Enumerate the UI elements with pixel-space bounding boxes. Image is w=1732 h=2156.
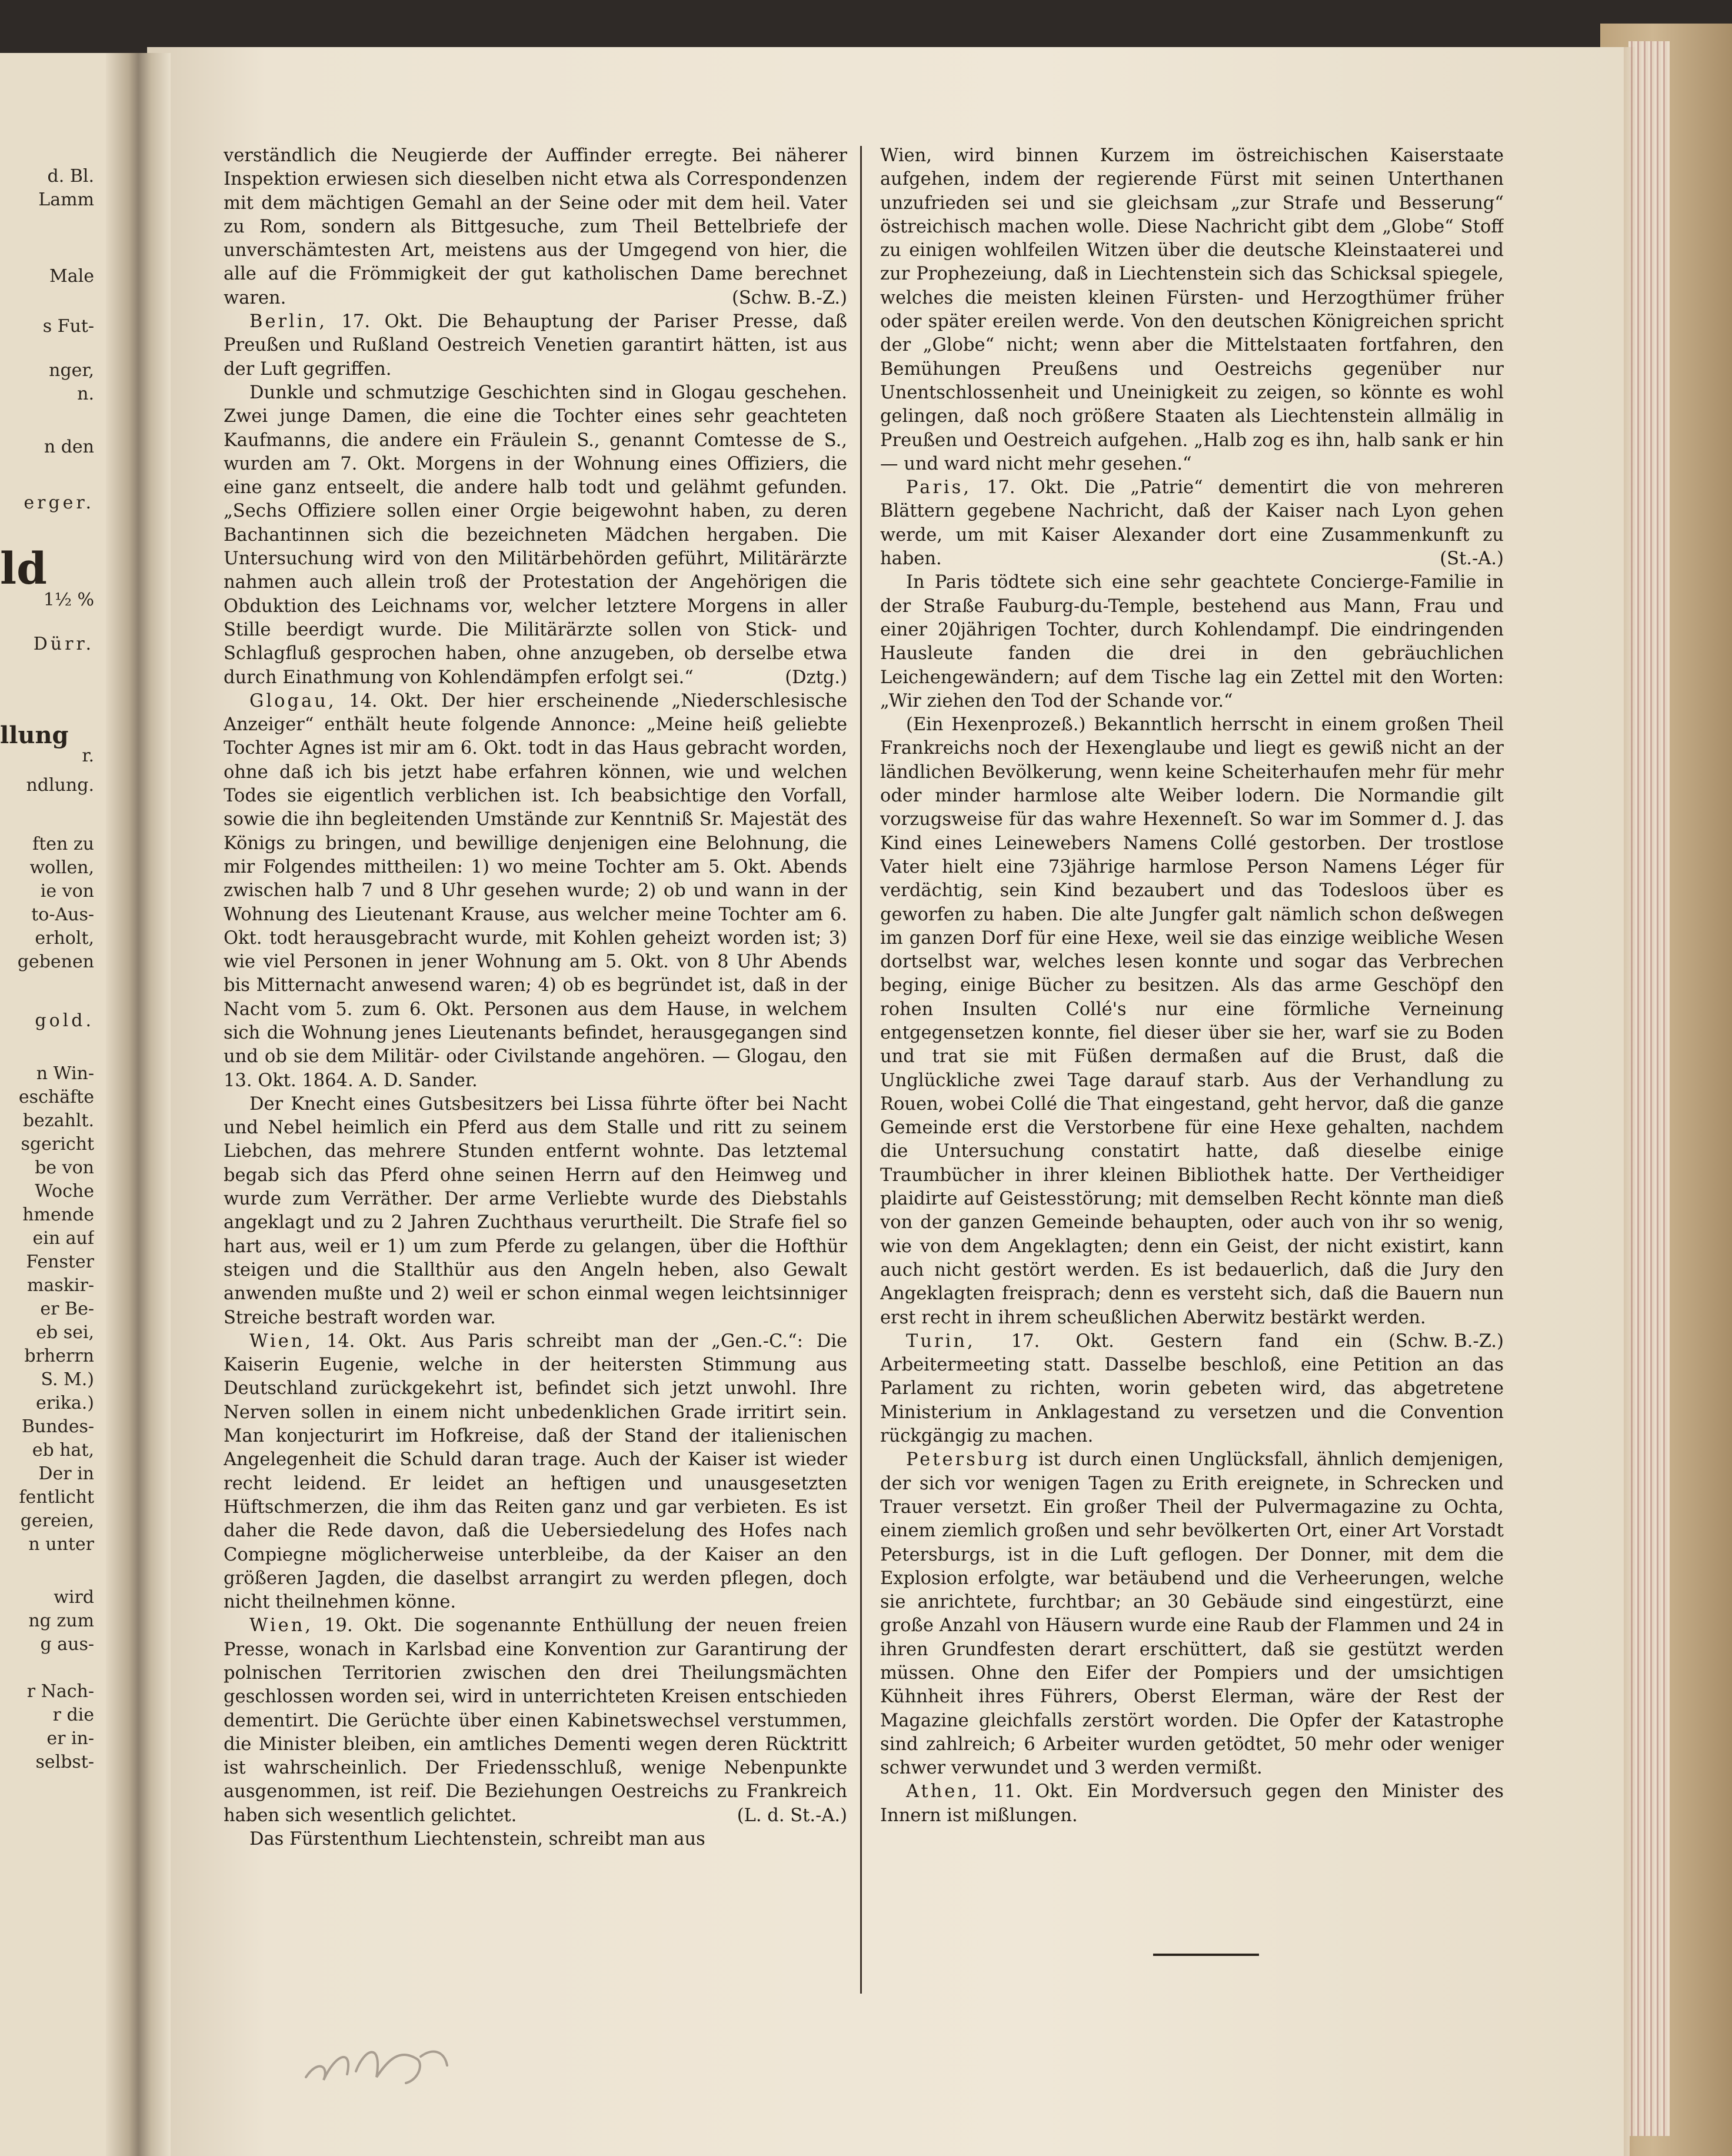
left-page-fragment: er in- [46,1728,94,1749]
left-page-fragment: Der in [38,1463,94,1484]
dateline-location: Wien, [249,1330,313,1352]
left-page-fragment: Bundes- [21,1416,94,1437]
article-source: (L. d. St.-A.) [737,1805,847,1826]
left-page-fragment: wollen, [29,857,94,878]
dateline-location: Turin, [906,1330,975,1352]
pencil-annotation [300,2024,453,2095]
left-page-fragment: ld [0,544,47,594]
left-page-fragment: erger. [24,493,94,513]
left-page-fragment: ften zu [32,834,94,854]
article-text: 17. Okt. Die Behauptung der Pariser Presse, daß Preußen und Rußland Oestreich Venetien garantirt hätten, ist aus der Luft gegriffen. [224,311,847,380]
article-text: Der Knecht eines Gutsbesitzers bei Lissa führte öfter bei Nacht und Nebel heimlich ein Pferd aus dem Stalle und ritt zu seinem Liebchen, das mehrere Stunden entfernt wohnte. Das letztemal begab sich das Pferd ohne seinen Herrn auf den Heimweg und wurde zum Verräther. Der arme Verliebte wurde des Diebstahls angeklagt und zu 2 Jahren Zuchthaus verurtheilt. Die Strafe fiel so hart aus, weil er 1) um zum Pferde zu gelangen, über die Hofthür steigen und die Stallthür aus den Angeln heben, also Gewalt anwenden mußte und 2) weil er schon einmal wegen leichtsinniger Streiche bestraft worden war. [224,1093,847,1328]
article-text: 14. Okt. Der hier erscheinende „Niederschlesische Anzeiger“ enthält heute folgende Annonce: „Meine heiß geliebte Tochter Agnes ist mir am 6. Okt. todt in das Haus gebracht worden, ohne daß ich bis jetzt habe erfahren können, wie und welchen Todes sie eigentlich verblichen ist. Ich beabsichtige den Vorfall, sowie die ihn begleitenden Umstände zur Kenntniß Sr. Majestät des Königs zu bringen, und bewillige denjenigen eine Belohnung, die mir Folgendes mittheilen: 1) wo meine Tochter am 5. Okt. Abends zwischen halb 7 und 8 Uhr gesehen wurde; 2) ob und wann in der Wohnung des Lieutenant Krause, aus welcher meine Tochter am 6. Okt. todt herausgebracht wurde, mit Kohlen geheizt worden ist; 3) wie viel Personen in jener Wohnung am 5. Okt. von 8 Uhr Abends bis Mitternacht anwesend waren; 4) ob es begründet ist, daß in der Nacht vom 5. zum 6. Okt. Personen aus dem Hause, in welchem sich die Wohnung jenes Lieutenants befindet, herausgegangen sind und ob sie dem Militär- oder Civilstande angehören. — Glogau, den 13. Okt. 1864. A. D. Sander. [224,690,847,1091]
article-text: verständlich die Neugierde der Auffinder erregte. Bei näherer Inspektion erwiesen sich dieselben nicht etwa als Correspondenzen mit dem mächtigen Gemahl an der Seine oder mit dem heil. Vater zu Rom, sondern als Bittgesuche, zum Theil Bettelbriefe der unverschämtesten Art, meistens aus der Umgegend von hier, die alle auf die Frömmigkeit der gut katholischen Dame berechnet waren. [224,145,847,308]
left-page-fragment: n unter [28,1534,94,1555]
left-page-fragment: eb hat, [32,1440,94,1460]
article-text: 14. Okt. Aus Paris schreibt man der „Gen.-C.“: Die Kaiserin Eugenie, welche in der heitersten Stimmung aus Deutschland zurückgekehrt ist, befindet sich jetzt unwohl. Ihre Nerven sollen in einem nicht unbedenklichen Grade irritirt sein. Man konjecturirt im Hofkreise, daß der Stand der italienischen Angelegenheit die Schuld daran trage. Auch der Kaiser ist wieder recht leidend. Er leidet an heftigen und unausgesetzten Hüftschmerzen, die ihm das Reiten ganz und gar verbieten. Es ist daher die Rede davon, daß die Uebersiedelung des Hofes nach Compiegne möglicherweise unterbleibe, da der Kaiser an den größeren Jagden, die daselbst arrangirt zu werden pflegen, doch nicht theilnehmen könne. [224,1330,847,1613]
dateline-location: Paris, [906,477,972,498]
left-page-fragment: ein auf [32,1228,94,1249]
left-page-fragment: Male [49,266,94,287]
left-page-fragment: brherrn [24,1346,94,1366]
article-text: ist durch einen Unglücksfall, ähnlich demjenigen, der sich vor wenigen Tagen zu Erith ereignete, in Schrecken und Trauer versetzt. Ein großer Theil der Pulvermagazine zu Ochta, einem ziemlich großen und sehr bevölkerten Ort, einer Art Vorstadt Petersburgs, ist in die Luft geflogen. Der Donner, mit dem die Explosion erfolgte, war betäubend und die Verheerungen, welche sie anrichtete, furchtbar; an 30 Gebäude sind eingestürzt, eine große Anzahl von Häusern wurde eine Raub der Flammen und 24 in ihren Grundfesten derart erschüttert, daß sie gestützt werden müssen. Ohne den Eifer der Pompiers und der umsichtigen Kühnheit ihres Führers, Oberst Elerman, wäre der Rest der Magazine gleichfalls zerstört worden. Die Opfer der Katastrophe sind zahlreich; 6 Arbeiter wurden getödtet, 50 mehr oder weniger schwer verwundet und 3 werden vermißt. [880,1449,1504,1779]
article-text: 11. Okt. Ein Mordversuch gegen den Minister des Innern ist mißlungen. [880,1781,1504,1826]
left-page-fragment: eb sei, [36,1322,94,1343]
left-page-fragment: n. [77,384,94,404]
left-page-fragment: ndlung. [26,775,94,796]
left-page-text-fragments [0,0,94,2156]
left-page-fragment: Dürr. [33,634,94,654]
left-page-fragment: gebenen [17,951,94,972]
left-page-fragment: r die [52,1705,94,1725]
article-paragraph [224,1614,847,1828]
article-text: (Ein Hexenprozeß.) Bekanntlich herrscht in einem großen Theil Frankreichs noch der Hexenglaube und liegt es gewiß nicht an der ländlichen Bevölkerung, wenn keine Scheiterhaufen mehr für mehr oder minder harmlose alte Weiber lodern. Die Normandie gilt vorzugsweise für das wahre Hexenneſt. So war im Sommer d. J. das Kind eines Leinewebers Namens Collé gestorben. Der trostlose Vater hielt eine 73jährige harmlose Person Namens Léger für verdächtig, sein Kind bezaubert und das Todesloos über es geworfen zu haben. Die alte Jungfer galt nämlich schon deßwegen im ganzen Dorf für eine Hexe, weil sie das einzige weibliche Wesen dortselbst war, welches lesen konnte und sogar das Verbrechen beging, einige Bücher zu besitzen. Als das arme Geschöpf den rohen Insulten Collé's nur eine förmliche Verneinung entgegensetzen konnte, fiel dieser über sie her, warf sie zu Boden und trat sie mit Füßen dermaßen auf die Brust, daß die Unglückliche zwei Tage darauf starb. Aus der Verhandlung zu Rouen, wobei Collé die That eingestand, geht hervor, daß die ganze Gemeinde erst die Verstorbene für eine Hexe gehalten, nachdem die Untersuchung constatirt hatte, daß dieselbe einige Traumbücher in ihrer kleinen Bibliothek hatte. Der Vertheidiger plaidirte auf Geistesstörung; mit demselben Recht könnte man dieß von der ganzen Gemeinde behaupten, oder auch von ihr so wenig, wie von dem Angeklagten; denn ein Geist, der nicht existirt, kann auch nicht gestört werden. Es ist bedauerlich, daß die Jury den Angeklagten freisprach; denn es versteht sich, daß die Bauern nun erst recht in ihrem scheußlichen Aberwitz bestärkt werden. [880,714,1504,1328]
left-page-fragment: bezahlt. [22,1110,94,1131]
left-page-fragment: Woche [35,1181,94,1202]
article-source: (Dztg.) [785,667,847,688]
dateline-location: Wien, [249,1615,313,1636]
left-page-fragment: r Nach- [26,1681,94,1702]
article-text: In Paris tödtete sich eine sehr geachtete Concierge-Familie in der Straße Fauburg-du-Temple, bestehend aus Mann, Frau und einer 20jährigen Tochter, durch Kohlendampf. Die eindringenden Hausleute fanden die drei in den gebräuchlichen Leichengewändern; auf dem Tische lag ein Zettel mit den Worten: „Wir ziehen den Tod der Schande vor.“ [880,572,1504,711]
left-page-fragment: selbst- [35,1752,94,1772]
article-source: (Schw. B.-Z.) [1388,1330,1504,1352]
left-page-fragment: ie von [40,881,94,901]
left-page-fragment: S. M.) [41,1369,94,1390]
left-page-fragment: erika.) [36,1393,94,1413]
left-page-fragment: r. [82,746,94,766]
left-page-fragment: hmende [22,1205,94,1225]
article-paragraph [224,310,847,381]
left-page-fragment: er Be- [40,1299,94,1319]
book-gutter [106,53,171,2156]
article-paragraph [880,1780,1504,1828]
left-page-fragment: be von [35,1157,94,1178]
left-page-fragment: 1½ % [43,590,94,610]
article-text: Wien, wird binnen Kurzem im östreichischen Kaiserstaate aufgehen, indem der regierende Fürst mit seinen Unterthanen unzufrieden sei und sie gleichsam „zur Strafe und Besserung“ östreichisch machen wolle. Diese Nachricht gibt dem „Globe“ Stoff zu einigen wohlfeilen Witzen über die deutsche Kleinstaaterei und zur Prophezeiung, daß in Liechtenstein sich das Schicksal spiegele, welches die meisten kleinen Fürsten- und Herzogthümer früher oder später ereilen werde. Von den deutschen Königreichen spricht der „Globe“ nicht; wenn aber die Mittelstaaten fortfahren, den Bemühungen Preußens und Oestreichs gegenüber nur Unentschlossenheit und Uneinigkeit zu zeigen, so könnte es wohl gelingen, daß noch größere Staaten als Liechtenstein allmälig in Preußen und Oestreich aufgehen. „Halb zog es ihn, halb sank er hin — und ward nicht mehr gesehen.“ [880,145,1504,474]
article-text: 19. Okt. Die sogenannte Enthüllung der neuen freien Presse, wonach in Karlsbad eine Konvention zur Garantirung der polnischen Territorien zwischen den drei Theilungsmächten geschlossen worden sei, wird in unterrichteten Kreisen entschieden dementirt. Die Gerüchte über einen Kabinetswechsel verstummen, die Minister bleiben, ein amtliches Dementi wegen deren Rücktritt ist wahrscheinlich. Der Friedensschluß, wenige Nebenpunkte ausgenommen, ist reif. Die Beziehungen Oestreichs zu Frankreich haben sich wesentlich gelichtet. [224,1615,847,1826]
article-text: 17. Okt. Gestern fand ein Arbeitermeeting statt. Dasselbe beschloß, eine Petition an das Parlament zu richten, worin gebeten wird, das abgetretene Ministerium in Anklagestand zu versetzen und die Convention rückgängig zu machen. [880,1330,1504,1447]
left-page-fragment: nger, [49,360,94,381]
end-rule [1153,1954,1259,1956]
left-page-fragment: to-Aus- [31,904,94,925]
article-text: 17. Okt. Die „Patrie“ dementirt die von mehreren Blättern gegebene Nachricht, daß der Kaiser nach Lyon gehen werde, um mit Kaiser Alexander dort eine Zusammenkunft zu haben. [880,477,1504,570]
article-paragraph [224,1330,847,1615]
article-source: (Schw. B.-Z.) [731,287,847,308]
left-page-fragment: Lamm [38,189,94,210]
left-page-fragment: g aus- [40,1634,94,1655]
article-paragraph [224,381,847,690]
article-paragraph [224,144,847,310]
dateline-location: Berlin, [249,311,327,332]
left-page-fragment: ng zum [28,1611,94,1631]
article-paragraph [224,1093,847,1330]
column-divider [860,146,862,1994]
dateline-location: Athen, [906,1781,980,1802]
left-page-fragment: maskir- [27,1275,94,1296]
article-paragraph [880,1448,1504,1780]
left-page-fragment: d. Bl. [47,166,94,187]
left-page-fragment: gold. [35,1010,94,1031]
article-paragraph [224,690,847,1093]
left-page-fragment: erholt, [35,928,94,949]
left-page-fragment: eschäfte [18,1087,94,1107]
left-page-fragment: sgericht [21,1134,94,1154]
left-page-fragment: Fenster [26,1252,94,1272]
article-column-left [224,144,847,1998]
article-paragraph [224,1828,847,1851]
article-text: Dunkle und schmutzige Geschichten sind in Glogau geschehen. Zwei junge Damen, die eine die Tochter eines sehr geachteten Kaufmanns, die andere ein Fräulein S., genannt Comtesse de S., wurden am 7. Okt. Morgens in der Wohnung eines Offiziers, die eine ganz entseelt, die andere halb todt und gelähmt gefunden. „Sechs Offiziere sollen einer Orgie beigewohnt haben, zu deren Bachantinnen sich die bezeichneten Mädchen hergaben. Die Untersuchung wird von den Militärbehörden geführt, Militärärzte nahmen auch allein troß der Protestation der Angehörigen die Obduktion des Leichnams vor, welcher letztere Morgens in aller Stille beerdigt wurde. Die Militärärzte sollen von Stick- und Schlagfluß gesprochen haben, ohne anzugeben, ob derselbe etwa durch Einathmung von Kohlendämpfen erfolgt sei.“ [224,382,847,688]
left-page-fragment: n den [44,437,94,457]
article-text: Das Fürstenthum Liechtenstein, schreibt man aus [249,1829,705,1850]
article-paragraph [880,476,1504,571]
page-edge-shadow [1624,47,1636,2156]
left-page-fragment: s Fut- [42,316,94,337]
article-paragraph [880,144,1504,476]
left-page-fragment: llung [0,721,69,749]
left-page-fragment: wird [54,1587,94,1608]
left-page-fragment: gereien, [20,1510,94,1531]
article-paragraph [880,571,1504,713]
dateline-location: Petersburg [906,1449,1031,1470]
left-page-fragment: n Win- [36,1063,94,1084]
article-source: (St.-A.) [1440,548,1504,570]
article-column-right [880,144,1504,1909]
left-page-fragment: fentlicht [19,1487,94,1508]
dateline-location: Glogau, [249,690,337,711]
